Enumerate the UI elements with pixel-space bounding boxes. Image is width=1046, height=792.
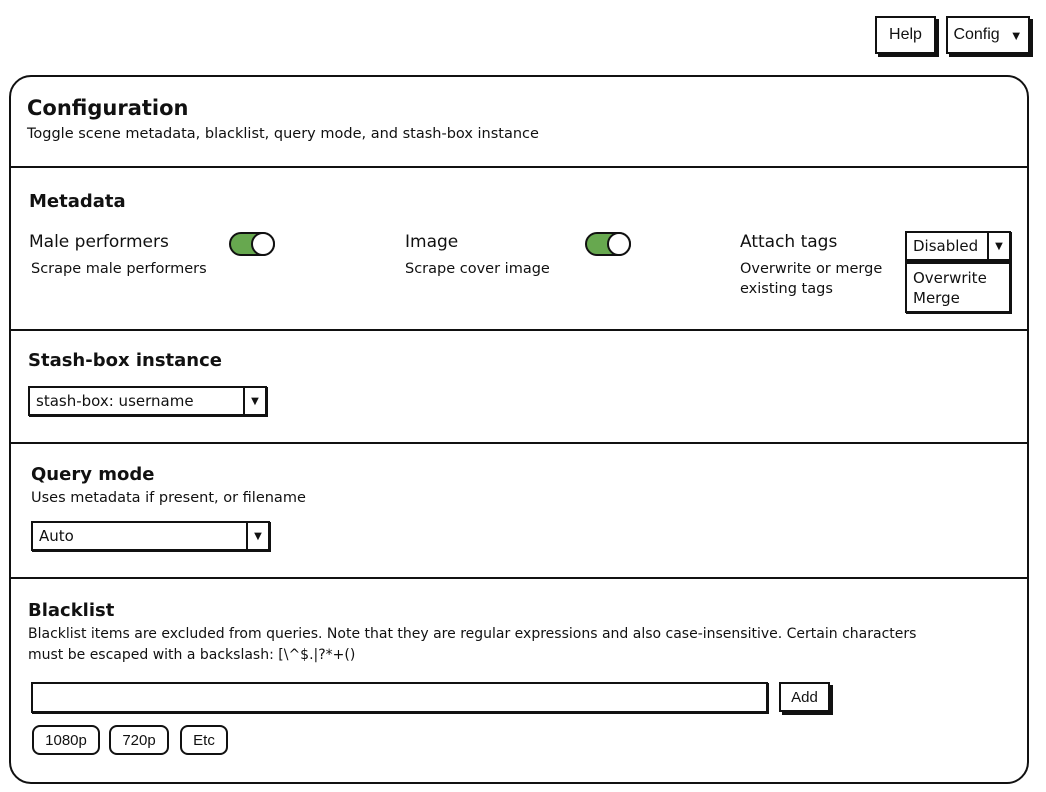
help-label: Help <box>889 26 922 43</box>
blacklist-item-label: 1080p <box>45 731 87 749</box>
query-mode-description: Uses metadata if present, or filename <box>31 490 306 506</box>
caret-down-icon: ▼ <box>1009 27 1023 43</box>
configuration-panel <box>9 75 1029 784</box>
section-divider <box>9 329 1029 331</box>
help-button[interactable] <box>875 16 936 54</box>
image-label: Image <box>405 232 459 252</box>
attach-tags-option-overwrite[interactable]: Overwrite <box>913 269 987 287</box>
attach-tags-option-merge[interactable]: Merge <box>913 289 960 307</box>
query-mode-selected: Auto <box>39 527 74 545</box>
blacklist-input[interactable] <box>31 682 768 713</box>
query-mode-select[interactable] <box>31 521 270 551</box>
attach-tags-label: Attach tags <box>740 232 838 252</box>
image-description: Scrape cover image <box>405 261 550 277</box>
stashbox-selected: stash-box: username <box>36 392 194 410</box>
attach-tags-description-line2: existing tags <box>740 281 833 297</box>
config-label: Config <box>953 26 1000 43</box>
add-label: Add <box>791 688 818 706</box>
config-menu-button[interactable] <box>946 16 1030 54</box>
caret-down-icon: ▼ <box>243 388 265 414</box>
caret-down-icon: ▼ <box>246 523 268 549</box>
add-blacklist-button[interactable] <box>779 682 830 712</box>
query-mode-section-title: Query mode <box>31 464 155 485</box>
blacklist-item-label: Etc <box>193 731 215 749</box>
blacklist-item-etc[interactable] <box>180 725 228 755</box>
blacklist-section-title: Blacklist <box>28 600 115 621</box>
page-subtitle: Toggle scene metadata, blacklist, query mode, and stash-box instance <box>27 126 539 142</box>
section-divider <box>9 442 1029 444</box>
blacklist-description-line1: Blacklist items are excluded from queries. Note that they are regular expressions and also case-insensitive. Certain characters <box>28 626 917 642</box>
blacklist-item-1080p[interactable] <box>32 725 100 755</box>
male-performers-description: Scrape male performers <box>31 261 207 277</box>
blacklist-item-label: 720p <box>122 731 156 749</box>
section-divider <box>9 577 1029 579</box>
male-performers-toggle[interactable] <box>229 232 275 256</box>
stashbox-select[interactable] <box>28 386 267 416</box>
toggle-knob <box>607 232 631 256</box>
toggle-knob <box>251 232 275 256</box>
caret-down-icon: ▼ <box>987 233 1009 259</box>
blacklist-item-720p[interactable] <box>109 725 169 755</box>
attach-tags-selected: Disabled <box>913 237 979 255</box>
section-divider <box>9 166 1029 168</box>
page-title: Configuration <box>27 96 189 120</box>
stashbox-section-title: Stash-box instance <box>28 350 222 371</box>
male-performers-label: Male performers <box>29 232 169 252</box>
attach-tags-dropdown <box>905 261 1011 313</box>
metadata-section-title: Metadata <box>29 191 126 212</box>
attach-tags-description-line1: Overwrite or merge <box>740 261 883 277</box>
blacklist-description-line2: must be escaped with a backslash: [\^$.|?*+() <box>28 647 356 663</box>
attach-tags-select[interactable] <box>905 231 1011 261</box>
image-toggle[interactable] <box>585 232 631 256</box>
